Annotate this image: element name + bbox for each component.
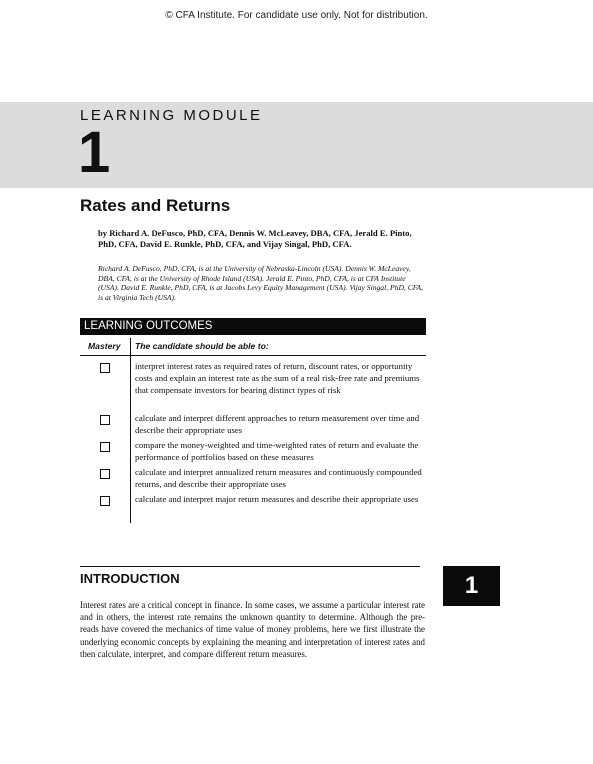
learning-outcome-item: calculate and interpret different approaches to return measurement over time and describe their appropriate uses: [135, 413, 420, 435]
module-number: 1: [78, 120, 111, 185]
section-number-badge: 1: [443, 566, 500, 606]
authors-line: by Richard A. DeFusco, PhD, CFA, Dennis W. McLeavey, DBA, CFA, Jerald E. Pinto, PhD, CFA, David E. Runkle, PhD, CFA, and Vijay Singal, PhD, CFA.: [98, 228, 412, 249]
mastery-checkbox[interactable]: [100, 496, 110, 506]
mastery-checkbox[interactable]: [100, 442, 110, 452]
section-rule: [80, 566, 420, 567]
copyright-notice: © CFA Institute. For candidate use only. Not for distribution.: [165, 10, 428, 21]
author-affiliations: Richard A. DeFusco, PhD, CFA, is at the University of Nebraska-Lincoln (USA). Dennis W. McLeavey, DBA, CFA, is at the University of Rhode Island (USA). Jerald E. Pinto, PhD, CFA, is at CFA Institute (USA). David E. Runkle, PhD, CFA, is at Jacobs Levy Equity Management (USA). Vijay Singal, PhD, CFA, is at Virginia Tech (USA).: [98, 264, 423, 303]
introduction-paragraph: Interest rates are a critical concept in finance. In some cases, we assume a particular interest rate and in others, the interest rate remains the unknown quantity to determine. Although the pre-reads have covered the mechanics of time value of money problems, here we first illustrate the underlying economic concepts by explaining the meaning and interpretation of interest rates and then calculate, interpret, and compare different return measures.: [80, 600, 425, 659]
learning-outcomes-subheader: [80, 338, 426, 356]
mastery-checkbox[interactable]: [100, 415, 110, 425]
learning-outcome-item: compare the money-weighted and time-weighted rates of return and evaluate the performance of portfolios based on these measures: [135, 440, 419, 462]
candidate-column-label: The candidate should be able to:: [135, 341, 269, 351]
learning-outcome-item: calculate and interpret major return measures and describe their appropriate uses: [135, 494, 419, 504]
column-divider: [130, 338, 131, 523]
mastery-checkbox[interactable]: [100, 469, 110, 479]
mastery-checkbox[interactable]: [100, 363, 110, 373]
learning-outcomes-heading: LEARNING OUTCOMES: [80, 318, 426, 335]
mastery-column-label: Mastery: [88, 341, 121, 351]
module-label: LEARNING MODULE: [80, 107, 263, 124]
learning-outcome-item: interpret interest rates as required rates of return, discount rates, or opportunity costs and explain an interest rate as the sum of a real risk-free rate and premiums that compensate investors for bearing distinct types of risk: [135, 361, 420, 395]
page-title: Rates and Returns: [80, 196, 231, 215]
learning-outcome-item: calculate and interpret annualized return measures and continuously compounded returns, and describe their appropriate uses: [135, 467, 422, 489]
section-title: INTRODUCTION: [80, 571, 180, 586]
